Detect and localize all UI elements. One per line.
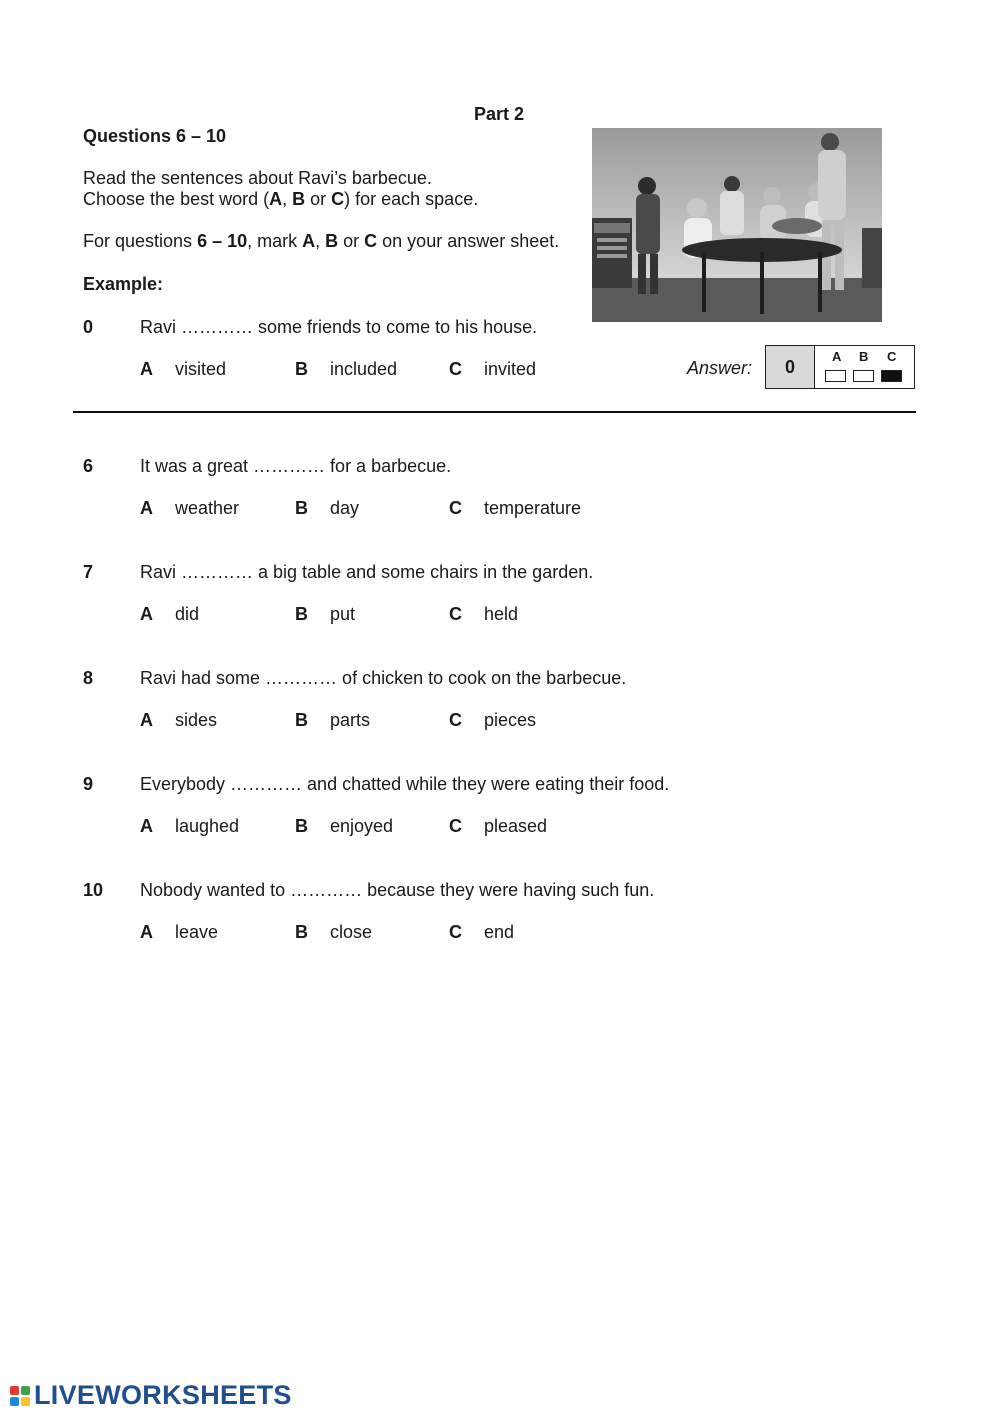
option-word-a: did (175, 604, 200, 624)
option-letter-b: B (295, 710, 308, 730)
option-letter-c: C (449, 816, 462, 836)
option-word-c: held (484, 604, 519, 624)
example-option-b-word: included (330, 359, 398, 379)
answer-letter-a: A (832, 349, 842, 364)
answer-cell-b (853, 370, 874, 382)
questions-heading: Questions 6 – 10 (83, 126, 227, 146)
example-option-a-word: visited (175, 359, 227, 379)
option-word-c: temperature (484, 498, 582, 518)
example-option-c-word: invited (484, 359, 537, 379)
example-option-b: B (295, 359, 308, 379)
example-option-a: A (140, 359, 153, 379)
logo-text: LIVEWORKSHEETS (34, 1380, 292, 1410)
option-letter-c: C (449, 710, 462, 730)
option-word-c: pieces (484, 710, 537, 730)
answer-letter-b: B (859, 349, 869, 364)
option-letter-a: A (140, 604, 153, 624)
option-letter-b: B (295, 922, 308, 942)
question-text: Nobody wanted to ………… because they were having such fun. (140, 880, 655, 900)
part-title: Part 2 (474, 104, 525, 124)
answer-label: Answer: (687, 358, 753, 378)
option-word-b: day (330, 498, 360, 518)
question-number: 6 (83, 456, 94, 476)
option-word-c: pleased (484, 816, 548, 836)
option-word-b: parts (330, 710, 371, 730)
instruction-line-3: For questions 6 – 10, mark A, B or C on your answer sheet. (83, 231, 560, 251)
option-letter-c: C (449, 498, 462, 518)
option-letter-c: C (449, 604, 462, 624)
example-option-c: C (449, 359, 462, 379)
answer-cell-c-marked (881, 370, 902, 382)
option-word-c: end (484, 922, 515, 942)
answer-cell-a (825, 370, 846, 382)
option-word-b: put (330, 604, 356, 624)
instruction-line-1: Read the sentences about Ravi’s barbecue. (83, 168, 432, 188)
question-text: Ravi had some ………… of chicken to cook on the barbecue. (140, 668, 627, 688)
question-text: Everybody ………… and chatted while they were eating their food. (140, 774, 670, 794)
option-letter-b: B (295, 816, 308, 836)
option-letter-b: B (295, 498, 308, 518)
option-letter-a: A (140, 710, 153, 730)
option-letter-a: A (140, 816, 153, 836)
liveworksheets-logo[interactable] (10, 1380, 292, 1411)
question-text: Ravi ………… a big table and some chairs in the garden. (140, 562, 594, 582)
option-word-a: leave (175, 922, 219, 942)
option-word-a: sides (175, 710, 218, 730)
question-number: 9 (83, 774, 94, 794)
question-number: 8 (83, 668, 94, 688)
answer-letter-c: C (887, 349, 897, 364)
question-text: It was a great ………… for a barbecue. (140, 456, 452, 476)
example-number: 0 (83, 317, 94, 337)
option-letter-a: A (140, 498, 153, 518)
example-answer-box (765, 345, 915, 389)
barbecue-photo (592, 128, 882, 322)
instruction-line-2: Choose the best word (A, B or C) for each space. (83, 189, 479, 209)
logo-blocks-icon (10, 1386, 30, 1406)
question-number: 7 (83, 562, 94, 582)
option-letter-c: C (449, 922, 462, 942)
section-divider (73, 411, 916, 413)
option-word-b: close (330, 922, 373, 942)
question-number: 10 (83, 880, 104, 900)
answer-number: 0 (766, 346, 815, 388)
answer-grid (815, 346, 914, 388)
example-label: Example: (83, 274, 164, 294)
option-letter-b: B (295, 604, 308, 624)
example-text: Ravi ………… some friends to come to his house. (140, 317, 538, 337)
option-letter-a: A (140, 922, 153, 942)
option-word-b: enjoyed (330, 816, 394, 836)
option-word-a: laughed (175, 816, 240, 836)
option-word-a: weather (175, 498, 240, 518)
